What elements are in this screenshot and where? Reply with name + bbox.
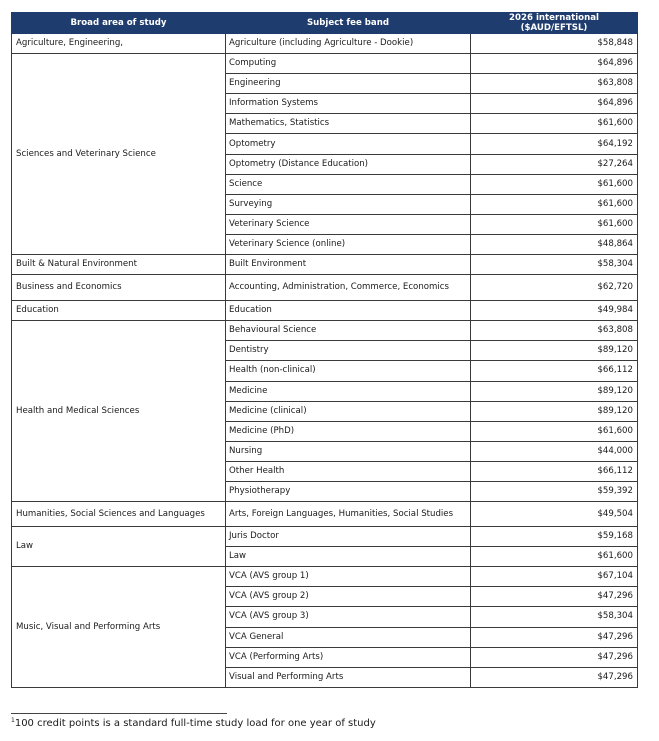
fee-cell: $63,808 [471,321,638,341]
fee-cell: $62,720 [471,275,638,301]
footnote [11,718,376,729]
fee-cell: $61,600 [471,214,638,234]
fee-cell: $89,120 [471,341,638,361]
fee-cell: $58,848 [471,34,638,54]
band-cell: Medicine [226,381,471,401]
area-cell: Humanities, Social Sciences and Languages [12,502,226,527]
fee-cell: $61,600 [471,114,638,134]
fee-cell: $48,864 [471,234,638,254]
table-row [12,275,638,301]
area-cell: Business and Economics [12,275,226,301]
band-cell: Medicine (PhD) [226,421,471,441]
table-row [12,255,638,275]
fee-cell: $61,600 [471,174,638,194]
band-cell: VCA (Performing Arts) [226,647,471,667]
header-subject-fee-band: Subject fee band [226,13,471,34]
band-cell: Veterinary Science (online) [226,234,471,254]
band-cell: Arts, Foreign Languages, Humanities, Social Studies [226,502,471,527]
header-international-fee: 2026 international ($AUD/EFTSL) [471,13,638,34]
fee-cell: $61,600 [471,421,638,441]
fee-table [11,12,638,688]
footnote-divider [11,713,227,714]
fee-cell: $61,600 [471,547,638,567]
band-cell: Science [226,174,471,194]
band-cell: Built Environment [226,255,471,275]
table-row [12,34,638,54]
fee-cell: $64,896 [471,94,638,114]
fee-cell: $44,000 [471,441,638,461]
fee-cell: $59,168 [471,527,638,547]
header-row [12,13,638,34]
band-cell: Medicine (clinical) [226,401,471,421]
fee-cell: $58,304 [471,255,638,275]
band-cell: VCA (AVS group 2) [226,587,471,607]
fee-cell: $47,296 [471,667,638,687]
band-cell: VCA (AVS group 3) [226,607,471,627]
fee-cell: $49,984 [471,301,638,321]
fee-cell: $64,192 [471,134,638,154]
fee-cell: $47,296 [471,647,638,667]
band-cell: Mathematics, Statistics [226,114,471,134]
fee-cell: $66,112 [471,361,638,381]
footnote-text: 100 credit points is a standard full-time study load for one year of study [14,718,376,729]
band-cell: Health (non-clinical) [226,361,471,381]
fee-cell: $64,896 [471,54,638,74]
fee-cell: $47,296 [471,627,638,647]
table-row [12,567,638,587]
band-cell: VCA General [226,627,471,647]
table-row [12,502,638,527]
band-cell: Behavioural Science [226,321,471,341]
band-cell: Visual and Performing Arts [226,667,471,687]
band-cell: Dentistry [226,341,471,361]
band-cell: Education [226,301,471,321]
band-cell: Law [226,547,471,567]
band-cell: Accounting, Administration, Commerce, Economics [226,275,471,301]
band-cell: Engineering [226,74,471,94]
area-cell: Agriculture, Engineering, [12,34,226,54]
band-cell: Computing [226,54,471,74]
table-row [12,54,638,74]
band-cell: Veterinary Science [226,214,471,234]
area-cell: Built & Natural Environment [12,255,226,275]
band-cell: Other Health [226,461,471,481]
header-broad-area: Broad area of study [12,13,226,34]
fee-cell: $59,392 [471,481,638,501]
area-cell: Sciences and Veterinary Science [12,54,226,255]
table-row [12,301,638,321]
fee-cell: $49,504 [471,502,638,527]
band-cell: Surveying [226,194,471,214]
fee-cell: $66,112 [471,461,638,481]
fee-cell: $67,104 [471,567,638,587]
area-cell: Law [12,527,226,567]
table-row [12,321,638,341]
fee-cell: $27,264 [471,154,638,174]
band-cell: Optometry [226,134,471,154]
band-cell: Optometry (Distance Education) [226,154,471,174]
fee-cell: $61,600 [471,194,638,214]
footnote-marker: 1 [11,717,15,724]
fee-cell: $47,296 [471,587,638,607]
area-cell: Health and Medical Sciences [12,321,226,502]
band-cell: Nursing [226,441,471,461]
fee-cell: $89,120 [471,401,638,421]
band-cell: VCA (AVS group 1) [226,567,471,587]
fee-cell: $58,304 [471,607,638,627]
table-row [12,527,638,547]
area-cell: Music, Visual and Performing Arts [12,567,226,688]
area-cell: Education [12,301,226,321]
band-cell: Juris Doctor [226,527,471,547]
band-cell: Physiotherapy [226,481,471,501]
fee-cell: $63,808 [471,74,638,94]
fee-cell: $89,120 [471,381,638,401]
band-cell: Agriculture (including Agriculture - Dookie) [226,34,471,54]
band-cell: Information Systems [226,94,471,114]
